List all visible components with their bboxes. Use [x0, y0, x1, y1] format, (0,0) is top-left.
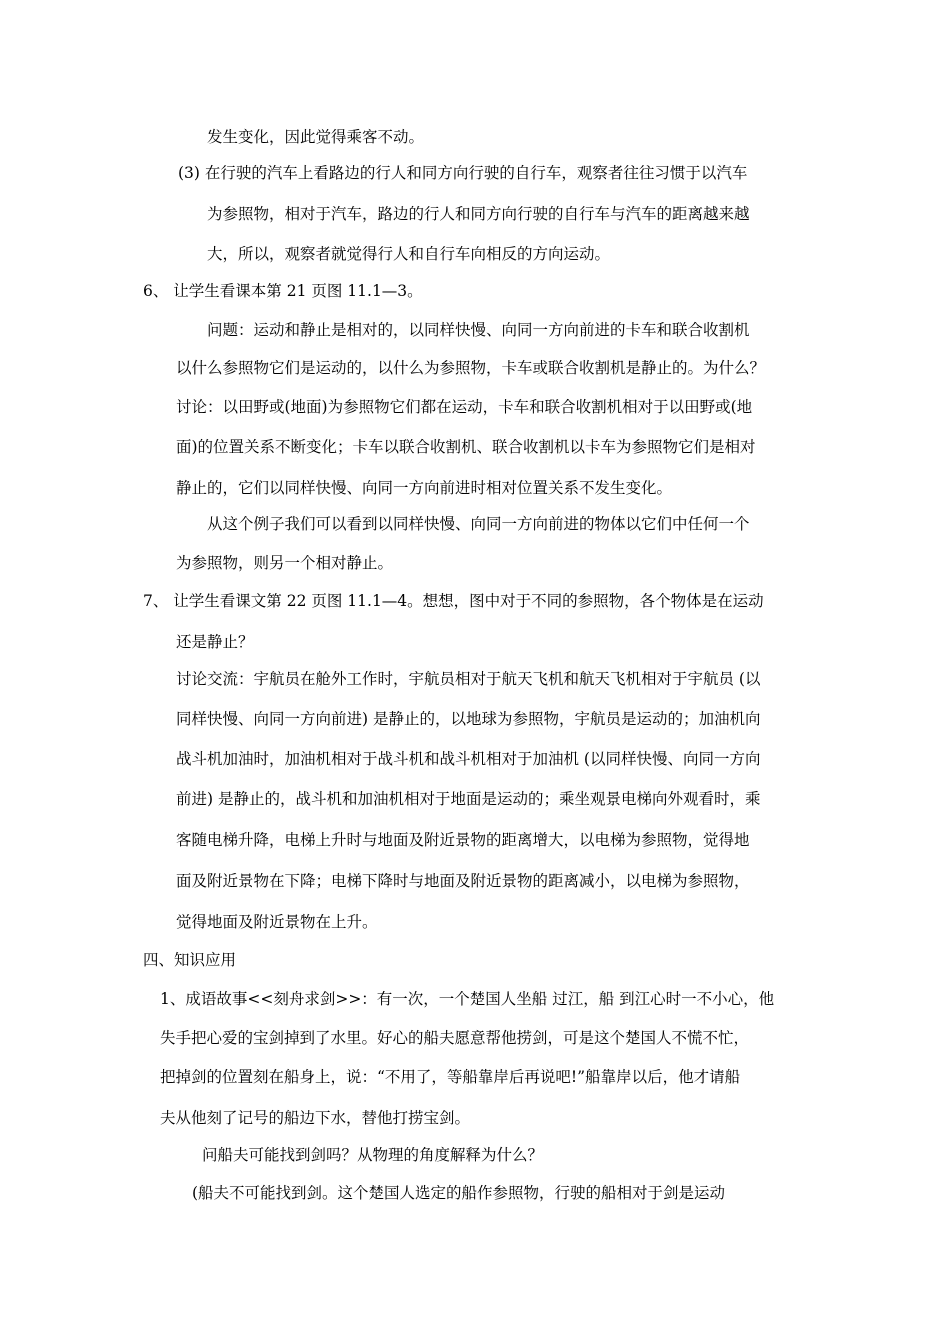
text-line: 面及附近景物在下降；电梯下降时与地面及附近景物的距离减小，以电梯为参照物，: [176, 872, 750, 890]
text-line: 讨论交流：宇航员在舱外工作时，宇航员相对于航天飞机和航天飞机相对于宇航员 (以: [176, 670, 761, 688]
text-line: (3) 在行驶的汽车上看路边的行人和同方向行驶的自行车，观察者往往习惯于以汽车: [178, 164, 748, 182]
list-item-7: 7、 让学生看课文第 22 页图 11.1—4。想想，图中对于不同的参照物，各个物体是在运动: [143, 592, 764, 610]
text-line: 把掉剑的位置刻在船身上，说：“不用了，等船靠岸后再说吧!”船靠岸以后，他才请船: [160, 1068, 741, 1086]
text-line: 从这个例子我们可以看到以同样快慢、向同一方向前进的物体以它们中任何一个: [207, 515, 750, 533]
text-line: 1、成语故事<<刻舟求剑>>：有一次，一个楚国人坐船 过江，船 到江心时一不小心，他: [160, 990, 775, 1008]
text-line: 前进) 是静止的，战斗机和加油机相对于地面是运动的；乘坐观景电梯向外观看时，乘: [176, 790, 761, 808]
text-line: 为参照物，则另一个相对静止。: [176, 554, 394, 572]
text-line: 为参照物，相对于汽车，路边的行人和同方向行驶的自行车与汽车的距离越来越: [207, 205, 750, 223]
text-line: 失手把心爱的宝剑掉到了水里。好心的船夫愿意帮他捞剑，可是这个楚国人不慌不忙，: [160, 1029, 750, 1047]
text-line: 客随电梯升降，电梯上升时与地面及附近景物的距离增大，以电梯为参照物，觉得地: [176, 831, 750, 849]
text-line: 以什么参照物它们是运动的，以什么为参照物，卡车或联合收割机是静止的。为什么？: [176, 359, 766, 377]
text-line: 面)的位置关系不断变化；卡车以联合收割机、联合收割机以卡车为参照物它们是相对: [176, 438, 756, 456]
text-line: 觉得地面及附近景物在上升。: [176, 913, 378, 931]
section-heading: 四、知识应用: [143, 951, 237, 969]
text-line: 还是静止？: [176, 633, 254, 651]
answer-text: (船夫不可能找到剑。这个楚国人选定的船作参照物，行驶的船相对于剑是运动: [192, 1184, 726, 1202]
text-line: 同样快慢、向同一方向前进) 是静止的，以地球为参照物，宇航员是运动的；加油机向: [176, 710, 761, 728]
text-line: 讨论：以田野或(地面)为参照物它们都在运动，卡车和联合收割机相对于以田野或(地: [176, 398, 753, 416]
text-line: 战斗机加油时，加油机相对于战斗机和战斗机相对于加油机 (以同样快慢、向同一方向: [176, 750, 761, 768]
text-line: 夫从他刻了记号的船边下水，替他打捞宝剑。: [160, 1109, 471, 1127]
list-item-6: 6、 让学生看课本第 21 页图 11.1—3。: [143, 282, 423, 300]
text-line: 静止的，它们以同样快慢、向同一方向前进时相对位置关系不发生变化。: [176, 479, 673, 497]
text-line: 发生变化，因此觉得乘客不动。: [207, 128, 425, 146]
text-line: 大，所以，观察者就觉得行人和自行车向相反的方向运动。: [207, 245, 611, 263]
question-text: 问船夫可能找到剑吗？从物理的角度解释为什么？: [202, 1146, 544, 1164]
text-line: 问题：运动和静止是相对的，以同样快慢、向同一方向前进的卡车和联合收割机: [207, 321, 750, 339]
